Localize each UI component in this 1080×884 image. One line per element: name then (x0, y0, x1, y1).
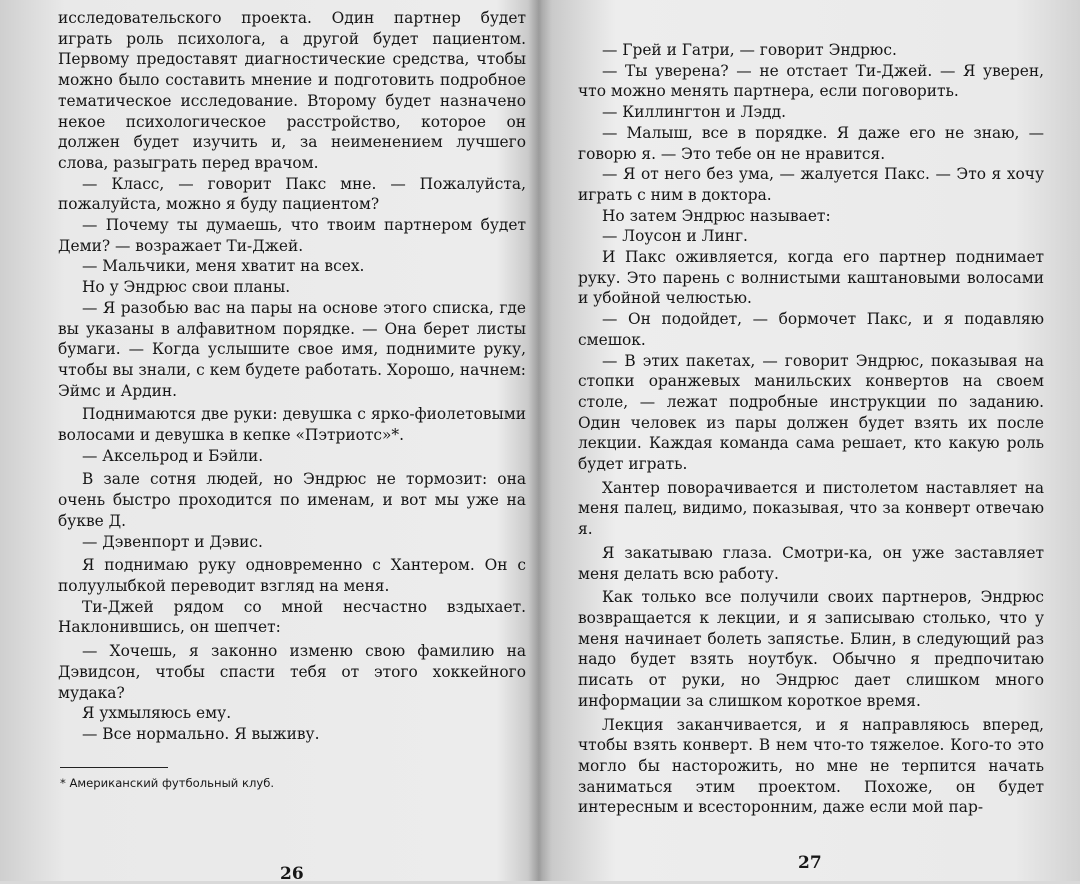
paragraph: В зале сотня людей, но Эндрюс не тормозит: она очень быстро проходится по именам, и вот мы уже на букве Д. (58, 470, 526, 530)
page-number-left: 26 (280, 864, 304, 884)
paragraph: Лекция заканчивается, и я направляюсь вперед, чтобы взять конверт. В нем что-то тяжелое. Кого-то это могло бы насторожить, но мне не терпится начать заниматься этим проектом. Похоже, он будет интересным и всесторонним, даже если мой пар- (578, 715, 1044, 817)
left-page-text (58, 8, 526, 745)
paragraph: — Я разобью вас на пары на основе этого списка, где вы указаны в алфавитном порядке. — Она берет листы бумаги. — Когда услышите свое имя, поднимите руку, чтобы вы знали, с кем будете работать. Хорошо, начнем: Эймс и Ардин. (58, 298, 526, 400)
paragraph: — Почему ты думаешь, что твоим партнером будет Деми? — возражает Ти-Джей. (58, 216, 526, 255)
paragraph: — Он подойдет, — бормочет Пакс, и я подавляю смешок. (578, 310, 1044, 349)
paragraph: — Дэвенпорт и Дэвис. (82, 532, 263, 551)
paragraph: — Я от него без ума, — жалуется Пакс. — Это я хочу играть с ним в доктора. (578, 165, 1044, 204)
paragraph: — В этих пакетах, — говорит Эндрюс, показывая на стопки оранжевых манильских конвертов на своем столе, — лежат подробные инструкции по заданию. Один человек из пары должен будет взять их после лекции. Каждая команда сама решает, кто какую роль будет играть. (578, 351, 1044, 474)
paragraph: Я ухмыляюсь ему. (82, 704, 232, 723)
paragraph: И Пакс оживляется, когда его партнер поднимает руку. Это парень с волнистыми каштановыми волосами и убойной челюстью. (578, 248, 1044, 308)
paragraph: Я закатываю глаза. Смотри-ка, он уже заставляет меня делать всю работу. (578, 543, 1044, 583)
paragraph: — Ты уверена? — не отстает Ти-Джей. — Я уверен, что можно менять партнера, если поговорить. (578, 61, 1044, 101)
paragraph: — Хочешь, я законно изменю свою фамилию на Дэвидсон, чтобы спасти тебя от этого хоккейного мудака? (58, 642, 526, 702)
paragraph: Но у Эндрюс свои планы. (82, 278, 291, 297)
paragraph: — Мальчики, меня хватит на всех. (82, 257, 365, 276)
paragraph: Ти-Джей рядом со мной несчастно вздыхает. Наклонившись, он шепчет: (58, 597, 526, 637)
paragraph: Как только все получили своих партнеров, Эндрюс возвращается к лекции, и я записываю столько, что у меня начинает болеть запястье. Блин, в следующий раз надо будет взять ноутбук. Обычно я предпочитаю писать от руки, но Эндрюс дает слишком много информации за слишком короткое время. (578, 588, 1044, 710)
paragraph: Я поднимаю руку одновременно с Хантером. Он с полуулыбкой переводит взгляд на меня. (58, 556, 526, 595)
paragraph: Хантер поворачивается и пистолетом наставляет на меня палец, видимо, показывая, что за конверт отвечаю я. (578, 478, 1044, 539)
paragraph: — Малыш, все в порядке. Я даже его не знаю, — говорю я. — Это тебе он не нравится. (578, 123, 1044, 163)
paragraph: исследовательского проекта. Один партнер будет играть роль психолога, а другой будет пациентом. Первому предоставят диагностические средства, чтобы можно было составить мнение и подготовить подробное тематическое исследование. Второму будет назначено некое психологическое расстройство, которое он должен будет изучить и, за неименением лучшего слова, разыграть перед врачом. (58, 9, 526, 172)
right-page-text (578, 40, 1044, 818)
paragraph: — Киллингтон и Лэдд. (602, 103, 786, 122)
paragraph: — Класс, — говорит Пакс мне. — Пожалуйста, пожалуйста, можно я буду пациентом? (58, 174, 526, 214)
paragraph: — Аксельрод и Бэйли. (82, 446, 264, 465)
right-page (540, 0, 1080, 881)
paragraph: — Грей и Гатри, — говорит Эндрюс. (602, 41, 897, 59)
footnote-divider (60, 767, 168, 768)
paragraph: — Лоусон и Линг. (602, 227, 748, 246)
paragraph: Поднимаются две руки: девушка с ярко-фиолетовыми волосами и девушка в кепке «Пэтриотс»*. (58, 405, 526, 445)
paragraph: — Все нормально. Я выживу. (82, 724, 320, 743)
footnote: * Американский футбольный клуб. (60, 775, 275, 790)
page-number-right: 27 (798, 853, 822, 873)
paragraph: Но затем Эндрюс называет: (602, 206, 831, 225)
